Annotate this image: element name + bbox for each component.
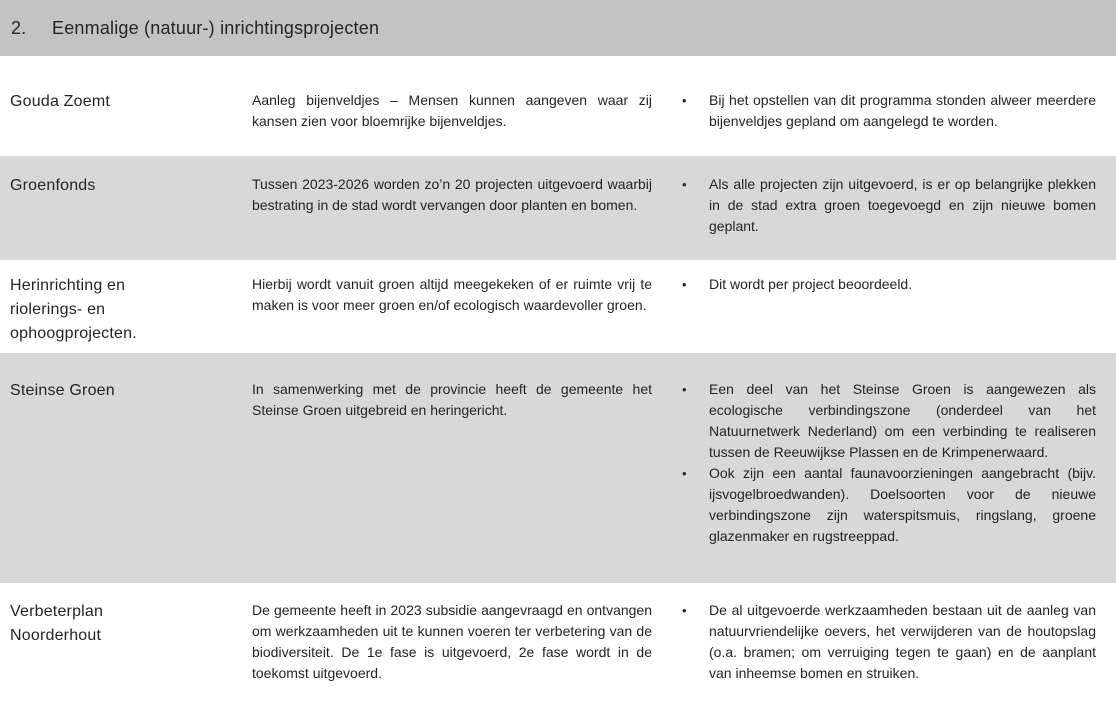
bullet-text: Een deel van het Steinse Groen is aangewezen als ecologische verbindingszone (onderdeel van het Natuurnetwerk Nederland) om een verbinding te realiseren tussen de Reeuwijkse Plassen en de Krimpenerwaard.: [709, 381, 1096, 460]
project-name: Gouda Zoemt: [10, 93, 111, 110]
project-name-cell: [0, 600, 252, 648]
section-title: Eenmalige (natuur-) inrichtingsprojecten: [52, 17, 380, 38]
project-description: Tussen 2023-2026 worden zo’n 20 projecten uitgevoerd waarbij bestrating in de stad wordt vervangen door planten en bomen.: [252, 176, 652, 213]
bullet-item: [682, 174, 1096, 237]
project-description: Hierbij wordt vanuit groen altijd meegekeken of er ruimte vrij te maken is voor meer groen en/of ecologisch waardevoller groen.: [252, 276, 652, 313]
bullet-marker: •: [682, 382, 687, 397]
bullet-item: [682, 90, 1096, 132]
bullet-item: [682, 463, 1096, 547]
project-points: [682, 600, 1116, 684]
bullet-text: Ook zijn een aantal faunavoorzieningen aangebracht (bijv. ijsvogelbroedwanden). Doelsoorten voor de nieuwe verbindingszone zijn waterspitsmuis, ringslang, groene glazenmaker en rugstreeppad.: [709, 465, 1096, 544]
table-row: [0, 353, 1116, 583]
project-name-cell: [0, 174, 252, 198]
project-points: [682, 274, 1116, 295]
project-points: [682, 379, 1116, 547]
section-header-bar: [0, 0, 1116, 56]
bullet-marker: •: [682, 603, 687, 618]
bullet-item: [682, 274, 1096, 295]
project-name-cell: [0, 274, 252, 346]
project-name: Groenfonds: [10, 177, 96, 194]
project-description: In samenwerking met de provincie heeft de gemeente het Steinse Groen uitgebreid en heringericht.: [252, 381, 652, 418]
bullet-text: Als alle projecten zijn uitgevoerd, is er op belangrijke plekken in de stad extra groen toegevoegd en zijn nieuwe bomen geplant.: [709, 176, 1096, 234]
project-description: Aanleg bijenveldjes – Mensen kunnen aangeven waar zij kansen zien voor bloemrijke bijenveldjes.: [252, 92, 652, 129]
section-number: 2.: [11, 17, 27, 38]
project-description: De gemeente heeft in 2023 subsidie aangevraagd en ontvangen om werkzaamheden uit te kunnen voeren ter verbetering van de biodiversiteit. De 1e fase is uitgevoerd, 2e fase wordt in de toekomst uitgevoerd.: [252, 602, 652, 681]
project-name: Verbeterplan Noorderhout: [10, 603, 104, 644]
bullet-item: [682, 600, 1096, 684]
bullet-text: Dit wordt per project beoordeeld.: [709, 276, 913, 292]
table-row: [0, 156, 1116, 260]
bullet-marker: •: [682, 277, 687, 292]
bullet-marker: •: [682, 93, 687, 108]
project-name: Steinse Groen: [10, 382, 115, 399]
bullet-item: [682, 379, 1096, 463]
bullet-marker: •: [682, 466, 687, 481]
project-name: Herinrichting en riolerings- en ophoogprojecten.: [10, 277, 137, 342]
project-points: [682, 174, 1116, 237]
bullet-text: De al uitgevoerde werkzaamheden bestaan uit de aanleg van natuurvriendelijke oevers, het verwijderen van de houtopslag (o.a. bramen; om verruiging tegen te gaan) en de aanplant van inheemse bomen en struiken.: [709, 602, 1096, 681]
table-row: [0, 56, 1116, 156]
table-row: [0, 583, 1116, 707]
project-name-cell: [0, 379, 252, 403]
project-name-cell: [0, 90, 252, 114]
bullet-marker: •: [682, 177, 687, 192]
bullet-text: Bij het opstellen van dit programma stonden alweer meerdere bijenveldjes gepland om aangelegd te worden.: [709, 92, 1096, 129]
table-row: [0, 260, 1116, 353]
project-points: [682, 90, 1116, 132]
